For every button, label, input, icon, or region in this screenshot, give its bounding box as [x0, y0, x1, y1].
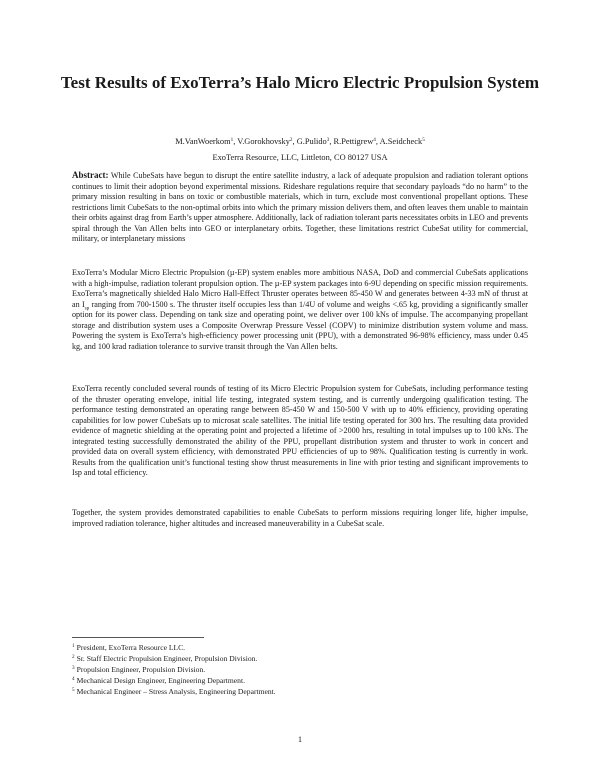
body-paragraph-2: ExoTerra recently concluded several rounds of testing of its Micro Electric Propulsion system for CubeSats, including performance testing of the thruster operating envelope, initial life testing, integrated system testing, and is currently undergoing qualification testing. The performance testing demonstrated an operating range between 85-450 W and 150-500 V with up to 40% efficiency, providing operating capabilities for low power CubeSats up to microsat scale satellites. The initial life testing operated for 300 hrs. The resulting data provided evidence of magnetic shielding at the operating point and projected a lifetime of >2000 hrs, resulting in total impulses up to 100 kNs. The integrated testing successfully demonstrated the ability of the PPU, propellant distribution system and thruster to work in concert and provided data on overall system efficiency, with demonstrated PPU efficiencies of up to 98%. Qualification testing is currently in work. Results from the qualification unit’s functional testing show thrust measurements in line with prior testing and significant improvements to Isp and total efficiency.: [72, 384, 528, 477]
footnote: $^2$ Sr. Staff Electric Propulsion Engineer, Propulsion Division.: [72, 654, 258, 663]
footnote-rule: [72, 637, 204, 638]
abstract-text: While CubeSats have begun to disrupt the entire satellite industry, a lack of adequate propulsion and radiation tolerant options continues to limit their adoption beyond experimental missions. Rideshare regulations require that secondary payloads “do no harm” to the primary mission resulting in bans on toxic or combustible materials, which in turn, exclude most conventional propellant options. These restrictions limit CubeSats to the non-optimal orbits into which the primary mission delivers them, and often leaves them unable to maintain their orbits against drag from Earth’s upper atmosphere. Additionally, lack of radiation tolerant parts necessitates orbits in LEO and prevents spiral through the Van Allen belts into GEO or interplanetary orbits. Together, these limitations restrict CubeSat utility for commercial, military, or interplanetary missions: [72, 171, 528, 243]
paper-title: Test Results of ExoTerra’s Halo Micro Electric Propulsion System: [60, 73, 540, 92]
author: V.Gorokhovsky$^2$,: [237, 137, 297, 146]
footnote: $^5$ Mechanical Engineer – Stress Analysis, Engineering Department.: [72, 687, 276, 696]
abstract-label: Abstract:: [72, 170, 109, 180]
footnote: $^4$ Mechanical Design Engineer, Engineering Department.: [72, 676, 245, 685]
author: G.Pulido$^3$,: [296, 137, 334, 146]
author: A.Seidcheck$^5$: [379, 137, 425, 146]
footnote: $^3$ Propulsion Engineer, Propulsion Division.: [72, 665, 206, 674]
abstract-paragraph: [72, 170, 528, 245]
body-paragraph-3: Together, the system provides demonstrated capabilities to enable CubeSats to perform missions requiring longer life, higher impulse, improved radiation tolerance, higher altitudes and increased maneuverability in a CubeSat scale.: [72, 508, 528, 528]
author-line: [40, 136, 560, 147]
author: M.VanWoerkom$^1$,: [175, 137, 238, 146]
affiliation: ExoTerra Resource, LLC, Littleton, CO 80127 USA: [212, 153, 388, 162]
footnote: $^1$ President, ExoTerra Resource LLC.: [72, 643, 186, 652]
author: R.Pettigrew$^4$,: [333, 137, 380, 146]
body-paragraph-1: ExoTerra’s Modular Micro Electric Propulsion (µ-EP) system enables more ambitious NASA, DoD and commercial CubeSats applications with a high-impulse, radiation tolerant propulsion option. The µ-EP system packages into 6-9U depending on specific mission requirements. ExoTerra’s magnetically shielded Halo Micro Hall-Effect Thruster operates between 85-450 W and generates between 4-33 mN of thrust at an $I_{sp}$ ranging from 700-1500 s. The thruster itself occupies less than 1/4U of volume and weighs <.65 kg, providing a significantly smaller option for its power class. Depending on tank size and operating point, we deliver over 100 kNs of impulse. The accompanying propellant storage and distribution system uses a Composite Overwrap Pressure Vessel (COPV) to minimize distribution system volume and mass. Powering the system is ExoTerra’s high-efficiency power processing unit (PPU), with a demonstrated 96-98% efficiency, mass under 0.45 kg, and 100 krad radiation tolerance to survive transit through the Van Allen belts.: [72, 268, 528, 351]
page-number: 1: [297, 735, 303, 744]
